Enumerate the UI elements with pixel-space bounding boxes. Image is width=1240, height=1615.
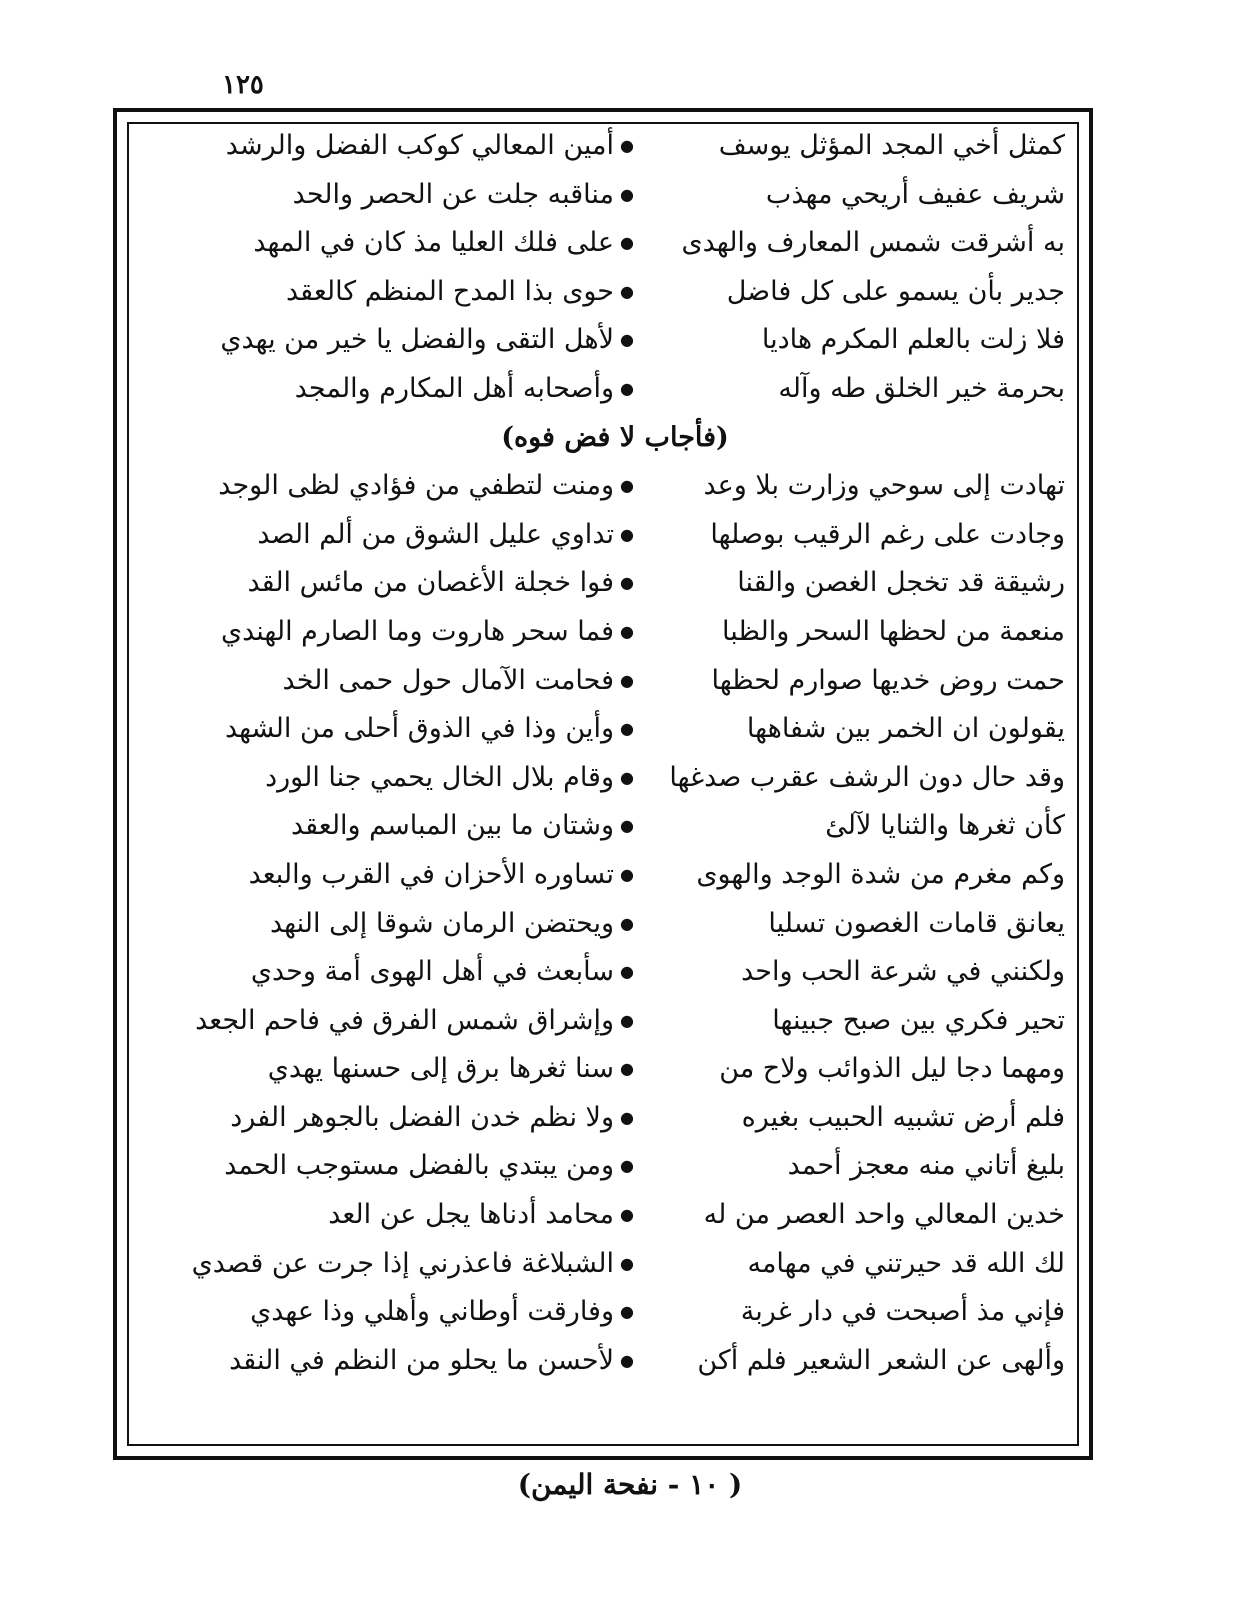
verse-first-hemistich: ومهما دجا ليل الذوائب ولاح من: [719, 1053, 1065, 1085]
verse-second-hemistich: لأحسن ما يحلو من النظم في النقد: [229, 1344, 614, 1376]
hemistich-separator: ●: [620, 476, 634, 496]
verse-first-hemistich: فإني مذ أصبحت في دار غربة: [740, 1296, 1065, 1328]
verse-first-hemistich: بحرمة خير الخلق طه وآله: [778, 372, 1065, 404]
hemistich-separator: ●: [620, 184, 634, 204]
verse-first-hemistich: وألهى عن الشعر الشعير فلم أكن: [697, 1344, 1065, 1376]
verse-line: [165, 1288, 1065, 1337]
verse-line: [165, 754, 1065, 803]
verse-first-hemistich: حمت روض خديها صوارم لحظها: [711, 664, 1065, 696]
page-number: ١٢٥: [222, 70, 264, 100]
verse-second-hemistich: وأصحابه أهل المكارم والمجد: [294, 372, 614, 404]
hemistich-separator: ●: [620, 1253, 634, 1273]
verse-first-hemistich: به أشرقت شمس المعارف والهدى: [681, 227, 1065, 259]
verse-first-hemistich: يعانق قامات الغصون تسليا: [768, 907, 1065, 939]
verse-second-hemistich: تداوي عليل الشوق من ألم الصد: [257, 518, 614, 550]
hemistich-separator: ●: [620, 1350, 634, 1370]
verse-line: [165, 705, 1065, 754]
verse-line: [165, 802, 1065, 851]
verse-second-hemistich: ومنت لتطفي من فؤادي لظى الوجد: [218, 470, 614, 502]
verse-second-hemistich: على فلك العليا مذ كان في المهد: [253, 227, 614, 259]
hemistich-separator: ●: [620, 816, 634, 836]
verse-line: [165, 559, 1065, 608]
verse-line: [165, 316, 1065, 365]
section-heading: (فأجاب لا فض فوه): [501, 421, 729, 453]
verse-first-hemistich: شريف عفيف أريحي مهذب: [765, 178, 1065, 210]
verse-first-hemistich: وجادت على رغم الرقيب بوصلها: [710, 518, 1065, 550]
poem-block-2: [165, 462, 1065, 1385]
verse-second-hemistich: محامد أدناها يجل عن العد: [328, 1199, 614, 1231]
hemistich-separator: ●: [620, 621, 634, 641]
verse-second-hemistich: تساوره الأحزان في القرب والبعد: [248, 858, 614, 890]
verse-second-hemistich: فما سحر هاروت وما الصارم الهندي: [220, 615, 614, 647]
verse-second-hemistich: وأين وذا في الذوق أحلى من الشهد: [224, 713, 614, 745]
verse-first-hemistich: فلا زلت بالعلم المكرم هاديا: [761, 324, 1065, 356]
hemistich-separator: ●: [620, 719, 634, 739]
verse-first-hemistich: وكم مغرم من شدة الوجد والهوى: [696, 858, 1065, 890]
verse-second-hemistich: سنا ثغرها برق إلى حسنها يهدي: [267, 1053, 614, 1085]
hemistich-separator: ●: [620, 573, 634, 593]
verse-second-hemistich: فحامت الآمال حول حمى الخد: [282, 664, 614, 696]
hemistich-separator: ●: [620, 524, 634, 544]
verse-second-hemistich: سأبعث في أهل الهوى أمة وحدي: [250, 956, 614, 988]
verse-first-hemistich: رشيقة قد تخجل الغصن والقنا: [737, 567, 1065, 599]
poem-block-1: [165, 122, 1065, 414]
verse-second-hemistich: مناقبه جلت عن الحصر والحد: [292, 178, 614, 210]
verse-line: [165, 1191, 1065, 1240]
verse-line: [165, 1240, 1065, 1289]
hemistich-separator: ●: [620, 136, 634, 155]
verse-first-hemistich: كأن ثغرها والثنايا لآلئ: [825, 810, 1065, 842]
verse-line: [165, 948, 1065, 997]
footer-caption: ( ١٠ - نفحة اليمن): [517, 1468, 743, 1501]
verse-line: [165, 1094, 1065, 1143]
hemistich-separator: ●: [620, 670, 634, 690]
hemistich-separator: ●: [620, 233, 634, 253]
hemistich-separator: ●: [620, 1302, 634, 1322]
verse-first-hemistich: يقولون ان الخمر بين شفاهها: [746, 713, 1065, 745]
verse-second-hemistich: وفارقت أوطاني وأهلي وذا عهدي: [250, 1296, 614, 1328]
verse-second-hemistich: وقام بلال الخال يحمي جنا الورد: [265, 761, 614, 793]
verse-second-hemistich: ومن يبتدي بالفضل مستوجب الحمد: [224, 1150, 614, 1182]
verse-first-hemistich: جدير بأن يسمو على كل فاضل: [726, 275, 1065, 307]
verse-line: [165, 268, 1065, 317]
verse-first-hemistich: ولكنني في شرعة الحب واحد: [741, 956, 1065, 988]
hemistich-separator: ●: [620, 913, 634, 933]
verse-first-hemistich: تهادت إلى سوحي وزارت بلا وعد: [703, 470, 1065, 502]
verse-second-hemistich: الشبلاغة فاعذرني إذا جرت عن قصدي: [191, 1247, 614, 1279]
verse-line: [165, 122, 1065, 171]
verse-line: [165, 365, 1065, 414]
verse-line: [165, 851, 1065, 900]
hemistich-separator: ●: [620, 330, 634, 350]
verse-line: [165, 997, 1065, 1046]
hemistich-separator: ●: [620, 1059, 634, 1079]
verse-second-hemistich: وإشراق شمس الفرق في فاحم الجعد: [195, 1004, 614, 1036]
verse-line: [165, 608, 1065, 657]
verse-second-hemistich: لأهل التقى والفضل يا خير من يهدي: [220, 324, 614, 356]
hemistich-separator: ●: [620, 767, 634, 787]
verse-line: [165, 171, 1065, 220]
hemistich-separator: ●: [620, 1010, 634, 1030]
verse-first-hemistich: لك الله قد حيرتني في مهامه: [747, 1247, 1065, 1279]
verse-first-hemistich: كمثل أخي المجد المؤثل يوسف: [718, 130, 1065, 161]
verse-second-hemistich: وشتان ما بين المباسم والعقد: [290, 810, 614, 842]
verse-line: [165, 1045, 1065, 1094]
verse-second-hemistich: ويحتضن الرمان شوقا إلى النهد: [270, 907, 614, 939]
verse-line: [165, 657, 1065, 706]
hemistich-separator: ●: [620, 962, 634, 982]
hemistich-separator: ●: [620, 1205, 634, 1225]
verse-first-hemistich: وقد حال دون الرشف عقرب صدغها: [669, 761, 1065, 793]
hemistich-separator: ●: [620, 864, 634, 884]
hemistich-separator: ●: [620, 1107, 634, 1127]
verse-first-hemistich: تحير فكري بين صبح جبينها: [772, 1004, 1065, 1036]
verse-first-hemistich: بليغ أتاني منه معجز أحمد: [787, 1150, 1065, 1182]
verse-first-hemistich: خدين المعالي واحد العصر من له: [703, 1199, 1065, 1231]
verse-line: [165, 900, 1065, 949]
verse-second-hemistich: حوى بذا المدح المنظم كالعقد: [286, 275, 614, 307]
verse-first-hemistich: فلم أرض تشبيه الحبيب بغيره: [741, 1101, 1065, 1133]
verse-second-hemistich: ولا نظم خدن الفضل بالجوهر الفرد: [230, 1101, 614, 1133]
verse-second-hemistich: فوا خجلة الأغصان من مائس القد: [247, 567, 614, 599]
hemistich-separator: ●: [620, 281, 634, 301]
verse-line: [165, 511, 1065, 560]
verse-line: [165, 1337, 1065, 1386]
verse-line: [165, 1142, 1065, 1191]
verse-line: [165, 219, 1065, 268]
verse-second-hemistich: أمين المعالي كوكب الفضل والرشد: [225, 130, 614, 161]
hemistich-separator: ●: [620, 378, 634, 398]
verse-first-hemistich: منعمة من لحظها السحر والظبا: [722, 615, 1065, 647]
verse-line: [165, 462, 1065, 511]
hemistich-separator: ●: [620, 1156, 634, 1176]
poem-text: [165, 122, 1065, 1385]
